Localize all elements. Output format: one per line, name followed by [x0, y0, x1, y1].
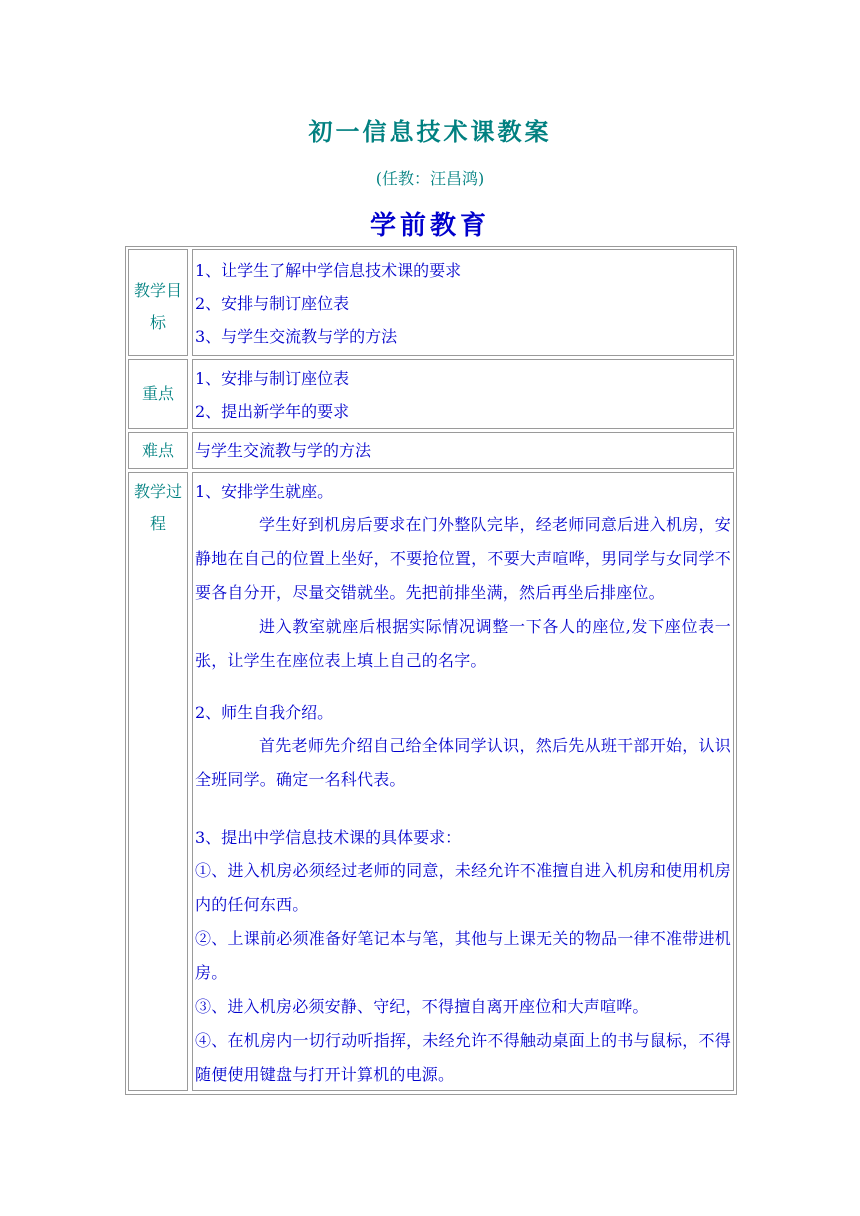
section-title: 学前教育 — [369, 211, 490, 241]
list-item: 2、安排与制订座位表 — [195, 294, 350, 313]
label-goals: 教学目标 — [128, 249, 188, 356]
label-key: 重点 — [128, 359, 188, 429]
table-row-goals — [128, 249, 734, 356]
label-process: 教学过程 — [128, 472, 188, 1091]
step-heading: 3、提出中学信息技术课的具体要求： — [195, 828, 462, 847]
paragraph: 首先老师先介绍自己给全体同学认识，然后先从班干部开始，认识全班同学。确定一名科代表。 — [195, 736, 731, 789]
rule-item: ④、在机房内一切行动听指挥，未经允许不得触动桌面上的书与鼠标，不得随便使用键盘与打开计算机的电源。 — [195, 1031, 731, 1084]
rule-item: ②、上课前必须准备好笔记本与笔，其他与上课无关的物品一律不准带进机房。 — [195, 929, 731, 982]
table-row-process — [128, 472, 734, 1091]
table-row-key — [128, 359, 734, 429]
list-item: 2、提出新学年的要求 — [195, 402, 350, 421]
lesson-plan-table — [125, 246, 737, 1095]
paragraph: 进入教室就座后根据实际情况调整一下各人的座位,发下座位表一张，让学生在座位表上填上自己的名字。 — [195, 617, 731, 670]
content-difficult — [192, 432, 734, 469]
list-item: 1、让学生了解中学信息技术课的要求 — [195, 261, 462, 280]
paragraph: 学生好到机房后要求在门外整队完毕，经老师同意后进入机房，安静地在自己的位置上坐好，不要抢位置，不要大声喧哗，男同学与女同学不要各自分开，尽量交错就坐。先把前排坐满，然后再坐后排座位。 — [195, 515, 731, 602]
table-row-difficult — [128, 432, 734, 469]
list-item: 1、安排与制订座位表 — [195, 369, 350, 388]
document-title: 初一信息技术课教案 — [308, 117, 552, 146]
rule-item: ③、进入机房必须安静、守纪，不得擅自离开座位和大声喧哗。 — [195, 997, 649, 1016]
step-heading: 2、师生自我介绍。 — [195, 703, 334, 722]
content-process — [192, 472, 734, 1091]
rule-item: ①、进入机房必须经过老师的同意，未经允许不准擅自进入机房和使用机房内的任何东西。 — [195, 861, 731, 914]
content-key — [192, 359, 734, 429]
step-heading: 1、安排学生就座。 — [195, 482, 334, 501]
list-item: 3、与学生交流教与学的方法 — [195, 327, 398, 346]
teacher-line: (任教：汪昌鸿) — [375, 169, 485, 188]
content-goals — [192, 249, 734, 356]
list-item: 与学生交流教与学的方法 — [195, 441, 372, 460]
label-difficult: 难点 — [128, 432, 188, 469]
